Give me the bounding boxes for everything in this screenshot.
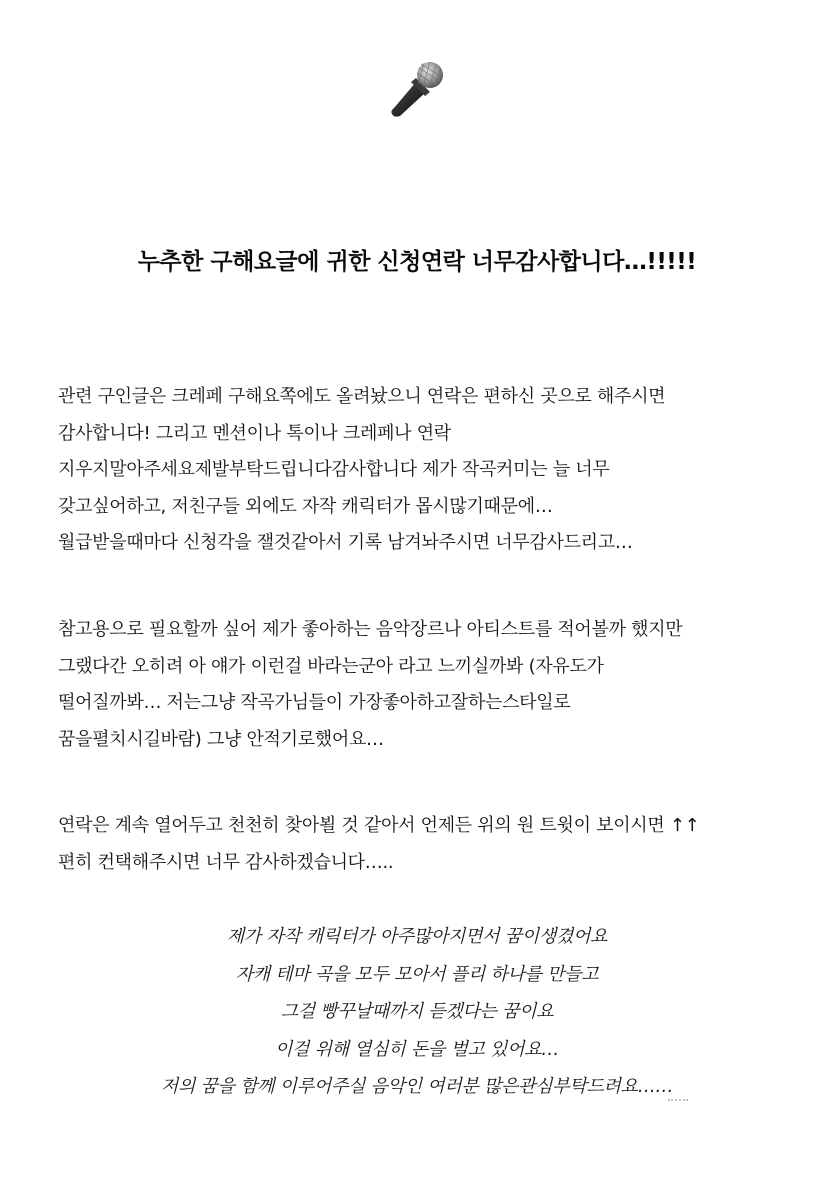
paragraph-request-info bbox=[58, 379, 798, 562]
text-line: 지우지말아주세요제발부탁드립니다감사합니다 제가 작곡커미는 늘 너무 bbox=[58, 459, 610, 481]
paragraph-contact-note bbox=[58, 808, 798, 881]
text-line: 갖고싶어하고, 저친구들 외에도 자작 캐릭터가 몹시많기때문에… bbox=[58, 495, 553, 517]
dream-line: 저의 꿈을 함께 이루어주실 음악인 여러분 많은관심부탁드려요…… bbox=[160, 1076, 674, 1098]
text-line: 떨어질까봐… 저는그냥 작곡가님들이 가장좋아하고잘하는스타일로 bbox=[58, 692, 571, 714]
spellcheck-underline bbox=[668, 1093, 688, 1101]
text-line: 꿈을펼치시길바람) 그냥 안적기로했어요… bbox=[58, 728, 384, 750]
paragraph-style-note bbox=[58, 612, 798, 758]
text-line: 편히 컨택해주시면 너무 감사하겠습니다….. bbox=[58, 851, 394, 873]
dream-line: 자캐 테마 곡을 모두 모아서 플리 하나를 만들고 bbox=[235, 963, 599, 985]
text-line: 참고용으로 필요할까 싶어 제가 좋아하는 음악장르나 아티스트를 적어볼까 했지만 bbox=[58, 619, 683, 640]
microphone-icon bbox=[386, 56, 450, 120]
text-line: 연락은 계속 열어두고 천천히 찾아뵐 것 같아서 언제든 위의 원 트윗이 보이시면 ↑↑ bbox=[58, 815, 700, 836]
dream-line: 그걸 빵꾸날때까지 듣겠다는 꿈이요 bbox=[280, 1001, 554, 1023]
page-title: 누추한 구해요글에 귀한 신청연락 너무감사합니다…!!!!! bbox=[137, 249, 697, 275]
text-line: 관련 구인글은 크레페 구해요쪽에도 올려놨으니 연락은 편하신 곳으로 해주시면 bbox=[58, 386, 666, 407]
text-line: 감사합니다! 그리고 멘션이나 톡이나 크레페나 연락 bbox=[58, 422, 451, 444]
text-line: 그랬다간 오히려 아 얘가 이런걸 바라는군아 라고 느끼실까봐 (자유도가 bbox=[58, 655, 604, 677]
dream-paragraph bbox=[0, 918, 834, 1106]
dream-line: 제가 자작 캐릭터가 아주많아지면서 꿈이생겼어요 bbox=[226, 926, 608, 947]
text-line: 월급받을때마다 신청각을 잴것같아서 기록 남겨놔주시면 너무감사드리고… bbox=[58, 532, 633, 554]
dream-line: 이걸 위해 열심히 돈을 벌고 있어요… bbox=[274, 1038, 560, 1060]
